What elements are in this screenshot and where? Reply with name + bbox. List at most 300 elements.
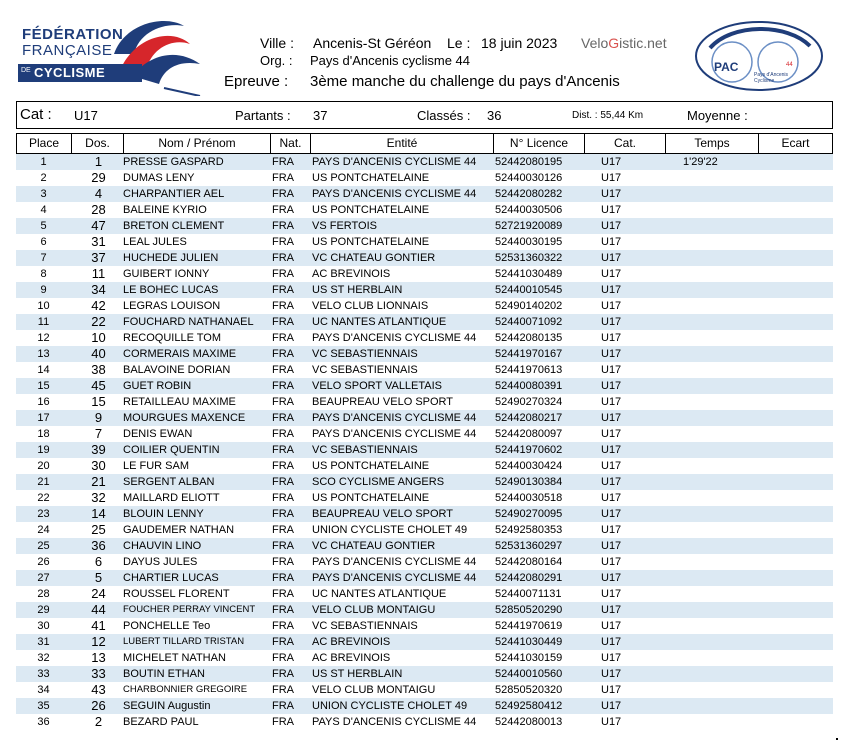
cell-entite: VELO CLUB LIONNAIS bbox=[312, 300, 429, 312]
cell-dos: 37 bbox=[91, 250, 106, 265]
ville-label: Ville : bbox=[260, 35, 294, 51]
cell-place: 17 bbox=[37, 412, 50, 424]
cell-place: 15 bbox=[37, 380, 50, 392]
cell-entite: VELO CLUB MONTAIGU bbox=[312, 604, 436, 616]
table-row bbox=[16, 154, 833, 170]
cell-temps bbox=[683, 506, 743, 522]
cell-licence: 52440030506 bbox=[495, 204, 563, 216]
cell-dos: 10 bbox=[91, 330, 106, 345]
col-nat: Nat. bbox=[271, 134, 311, 153]
cell-cat: U17 bbox=[601, 364, 622, 376]
cell-nat: FRA bbox=[272, 332, 294, 344]
cell-nat: FRA bbox=[272, 476, 294, 488]
table-row bbox=[16, 586, 833, 602]
cell-cat: U17 bbox=[601, 572, 622, 584]
cell-place: 27 bbox=[37, 572, 50, 584]
cell-cat: U17 bbox=[601, 668, 622, 680]
results-table bbox=[16, 133, 833, 730]
cell-place: 10 bbox=[37, 300, 50, 312]
cell-name: DENIS EWAN bbox=[123, 428, 193, 440]
cell-name: FOUCHARD NATHANAEL bbox=[123, 316, 254, 328]
col-ecart: Ecart bbox=[781, 136, 810, 150]
cell-temps bbox=[683, 314, 743, 330]
page-dot bbox=[836, 738, 838, 740]
cell-temps bbox=[683, 234, 743, 250]
col-place: Place bbox=[17, 134, 72, 153]
col-entite: Entité bbox=[311, 134, 494, 153]
cell-temps bbox=[683, 346, 743, 362]
cell-licence: 52531360322 bbox=[495, 252, 563, 264]
cell-place: 25 bbox=[37, 540, 50, 552]
ffc-logo bbox=[14, 14, 202, 96]
table-row bbox=[16, 474, 833, 490]
cell-name: LEGRAS LOUISON bbox=[123, 300, 221, 312]
cell-licence: 52850520290 bbox=[495, 604, 563, 616]
cell-name: CORMERAIS MAXIME bbox=[123, 348, 237, 360]
cell-temps bbox=[683, 698, 743, 714]
cell-dos: 4 bbox=[94, 186, 103, 201]
cell-entite: US ST HERBLAIN bbox=[312, 284, 403, 296]
cell-nat: FRA bbox=[272, 524, 294, 536]
cell-entite: VC SEBASTIENNAIS bbox=[312, 444, 418, 456]
cell-name: ROUSSEL FLORENT bbox=[123, 588, 230, 600]
table-row bbox=[16, 442, 833, 458]
table-row bbox=[16, 202, 833, 218]
cell-entite: US PONTCHATELAINE bbox=[312, 492, 430, 504]
cell-cat: U17 bbox=[601, 188, 622, 200]
cell-temps bbox=[683, 378, 743, 394]
cell-temps bbox=[683, 714, 743, 730]
cell-licence: 52442080097 bbox=[495, 428, 563, 440]
cell-name: BOUTIN ETHAN bbox=[123, 668, 205, 680]
cell-cat: U17 bbox=[601, 540, 622, 552]
cell-cat: U17 bbox=[601, 444, 622, 456]
cell-entite: PAYS D'ANCENIS CYCLISME 44 bbox=[312, 332, 477, 344]
cell-nat: FRA bbox=[272, 380, 294, 392]
cell-entite: US PONTCHATELAINE bbox=[312, 460, 430, 472]
table-row bbox=[16, 426, 833, 442]
cell-dos: 44 bbox=[91, 602, 106, 617]
cell-name: BLOUIN LENNY bbox=[123, 508, 204, 520]
cell-nat: FRA bbox=[272, 684, 294, 696]
cell-dos: 30 bbox=[91, 458, 106, 473]
cell-name: RETAILLEAU MAXIME bbox=[123, 396, 236, 408]
cell-name: DUMAS LENY bbox=[123, 172, 195, 184]
cell-temps bbox=[683, 186, 743, 202]
cell-name: MAILLARD ELIOTT bbox=[123, 492, 220, 504]
cell-licence: 52492580353 bbox=[495, 524, 563, 536]
cell-cat: U17 bbox=[601, 588, 622, 600]
cell-dos: 24 bbox=[91, 586, 106, 601]
cell-licence: 52440080391 bbox=[495, 380, 563, 392]
cell-cat: U17 bbox=[601, 156, 622, 168]
cell-name: BRETON CLEMENT bbox=[123, 220, 225, 232]
cell-dos: 34 bbox=[91, 282, 106, 297]
cell-temps bbox=[683, 602, 743, 618]
table-row bbox=[16, 330, 833, 346]
cell-place: 21 bbox=[37, 476, 50, 488]
ville-value: Ancenis-St Géréon bbox=[313, 35, 432, 51]
cell-licence: 52442080013 bbox=[495, 716, 563, 728]
cell-nat: FRA bbox=[272, 268, 294, 280]
cell-temps bbox=[683, 570, 743, 586]
cell-dos: 2 bbox=[94, 714, 103, 729]
cell-dos: 12 bbox=[91, 634, 106, 649]
cell-cat: U17 bbox=[601, 252, 622, 264]
col-name: Nom / Prénom bbox=[124, 134, 271, 153]
cell-entite: SCO CYCLISME ANGERS bbox=[312, 476, 445, 488]
cell-entite: UC NANTES ATLANTIQUE bbox=[312, 316, 447, 328]
cell-place: 29 bbox=[37, 604, 50, 616]
cell-entite: US PONTCHATELAINE bbox=[312, 236, 430, 248]
ffc-line1: FÉDÉRATION bbox=[22, 26, 124, 43]
cell-dos: 6 bbox=[94, 554, 103, 569]
partants-label: Partants : bbox=[235, 108, 291, 123]
cell-name: GUET ROBIN bbox=[123, 380, 192, 392]
cell-place: 24 bbox=[37, 524, 50, 536]
cell-licence: 52440030518 bbox=[495, 492, 563, 504]
cell-place: 22 bbox=[37, 492, 50, 504]
table-row bbox=[16, 186, 833, 202]
cell-dos: 13 bbox=[91, 650, 106, 665]
cell-place: 36 bbox=[37, 716, 50, 728]
cell-licence: 52440071092 bbox=[495, 316, 563, 328]
cell-nat: FRA bbox=[272, 220, 294, 232]
cell-entite: US PONTCHATELAINE bbox=[312, 172, 430, 184]
cell-nat: FRA bbox=[272, 652, 294, 664]
cell-licence: 52492580412 bbox=[495, 700, 563, 712]
cell-temps bbox=[683, 266, 743, 282]
cell-place: 9 bbox=[40, 284, 47, 296]
cell-temps bbox=[683, 634, 743, 650]
cell-dos: 32 bbox=[91, 490, 106, 505]
table-row bbox=[16, 314, 833, 330]
cell-licence: 52440010545 bbox=[495, 284, 563, 296]
table-row bbox=[16, 218, 833, 234]
cell-temps bbox=[683, 330, 743, 346]
cell-nat: FRA bbox=[272, 284, 294, 296]
cell-temps bbox=[683, 442, 743, 458]
cell-name: HUCHEDE JULIEN bbox=[123, 252, 219, 264]
cell-cat: U17 bbox=[601, 492, 622, 504]
cell-cat: U17 bbox=[601, 508, 622, 520]
cell-entite: VS FERTOIS bbox=[312, 220, 378, 232]
table-row bbox=[16, 506, 833, 522]
cell-temps bbox=[683, 170, 743, 186]
cell-dos: 15 bbox=[91, 394, 106, 409]
cell-place: 13 bbox=[37, 348, 50, 360]
cell-cat: U17 bbox=[601, 220, 622, 232]
cell-licence: 52531360297 bbox=[495, 540, 563, 552]
cell-licence: 52440030195 bbox=[495, 236, 563, 248]
cell-dos: 28 bbox=[91, 202, 106, 217]
cell-dos: 41 bbox=[91, 618, 106, 633]
cell-licence: 52440071131 bbox=[495, 588, 562, 600]
ffc-de: DE bbox=[21, 67, 31, 74]
cell-licence: 52490270095 bbox=[495, 508, 563, 520]
table-row bbox=[16, 458, 833, 474]
cell-dos: 42 bbox=[91, 298, 106, 313]
cell-dos: 25 bbox=[91, 522, 106, 537]
cell-entite: VC SEBASTIENNAIS bbox=[312, 620, 418, 632]
distance: Dist. : 55,44 Km bbox=[572, 110, 644, 121]
cell-dos: 14 bbox=[91, 506, 106, 521]
table-row bbox=[16, 170, 833, 186]
cell-name: LE BOHEC LUCAS bbox=[123, 284, 219, 296]
cell-nat: FRA bbox=[272, 700, 294, 712]
cell-nat: FRA bbox=[272, 556, 294, 568]
cell-nat: FRA bbox=[272, 172, 294, 184]
table-row bbox=[16, 266, 833, 282]
cell-cat: U17 bbox=[601, 428, 622, 440]
cell-name: MOURGUES MAXENCE bbox=[123, 412, 246, 424]
pac-logo bbox=[692, 18, 826, 94]
cell-entite: UNION CYCLISTE CHOLET 49 bbox=[312, 700, 468, 712]
cell-entite: US PONTCHATELAINE bbox=[312, 204, 430, 216]
cell-temps bbox=[683, 538, 743, 554]
cell-temps bbox=[683, 282, 743, 298]
moyenne-label: Moyenne : bbox=[687, 108, 748, 123]
cell-licence: 52441030159 bbox=[495, 652, 563, 664]
cell-place: 16 bbox=[37, 396, 50, 408]
cell-licence: 52442080135 bbox=[495, 332, 563, 344]
cell-licence: 52442080291 bbox=[495, 572, 563, 584]
cell-entite: AC BREVINOIS bbox=[312, 652, 391, 664]
cell-entite: PAYS D'ANCENIS CYCLISME 44 bbox=[312, 188, 477, 200]
cell-temps bbox=[683, 650, 743, 666]
cell-temps bbox=[683, 490, 743, 506]
cell-nat: FRA bbox=[272, 588, 294, 600]
cell-nat: FRA bbox=[272, 428, 294, 440]
cell-cat: U17 bbox=[601, 684, 622, 696]
cell-name: PONCHELLE Teo bbox=[123, 620, 211, 632]
cell-nat: FRA bbox=[272, 444, 294, 456]
cell-name: BALEINE KYRIO bbox=[123, 204, 207, 216]
cell-licence: 52440030424 bbox=[495, 460, 563, 472]
table-row bbox=[16, 410, 833, 426]
cell-entite: VC SEBASTIENNAIS bbox=[312, 364, 418, 376]
velogistic-brand: VeloGistic.net bbox=[581, 35, 667, 51]
table-row bbox=[16, 554, 833, 570]
cell-licence: 52441030449 bbox=[495, 636, 563, 648]
cell-cat: U17 bbox=[601, 268, 622, 280]
ffc-line2: FRANÇAISE bbox=[22, 42, 113, 59]
cell-dos: 1 bbox=[94, 154, 103, 169]
cell-entite: VELO SPORT VALLETAIS bbox=[312, 380, 443, 392]
cell-temps bbox=[683, 298, 743, 314]
cell-nat: FRA bbox=[272, 156, 294, 168]
cell-nat: FRA bbox=[272, 236, 294, 248]
cell-cat: U17 bbox=[601, 284, 622, 296]
table-row bbox=[16, 650, 833, 666]
cell-entite: VC CHATEAU GONTIER bbox=[312, 540, 436, 552]
cell-name: MICHELET NATHAN bbox=[123, 652, 226, 664]
cell-cat: U17 bbox=[601, 652, 622, 664]
cell-licence: 52441970167 bbox=[495, 348, 563, 360]
date-value: 18 juin 2023 bbox=[481, 35, 558, 51]
cell-place: 4 bbox=[40, 204, 47, 216]
cell-entite: PAYS D'ANCENIS CYCLISME 44 bbox=[312, 716, 477, 728]
cell-place: 14 bbox=[37, 364, 50, 376]
cell-nat: FRA bbox=[272, 252, 294, 264]
cell-cat: U17 bbox=[601, 636, 622, 648]
cell-nat: FRA bbox=[272, 348, 294, 360]
cell-nat: FRA bbox=[272, 316, 294, 328]
table-row bbox=[16, 362, 833, 378]
cell-dos: 9 bbox=[94, 410, 103, 425]
cell-name: LEAL JULES bbox=[123, 236, 187, 248]
cell-dos: 45 bbox=[91, 378, 106, 393]
cell-licence: 52490270324 bbox=[495, 396, 563, 408]
cell-name: FOUCHER PERRAY VINCENT bbox=[123, 604, 256, 615]
cell-dos: 29 bbox=[91, 170, 106, 185]
cell-entite: PAYS D'ANCENIS CYCLISME 44 bbox=[312, 556, 477, 568]
cell-nat: FRA bbox=[272, 572, 294, 584]
cell-nat: FRA bbox=[272, 668, 294, 680]
cell-place: 5 bbox=[40, 220, 47, 232]
cell-temps bbox=[683, 250, 743, 266]
cell-nat: FRA bbox=[272, 636, 294, 648]
table-row bbox=[16, 346, 833, 362]
table-row bbox=[16, 234, 833, 250]
cell-nat: FRA bbox=[272, 188, 294, 200]
cell-temps bbox=[683, 362, 743, 378]
cell-nat: FRA bbox=[272, 540, 294, 552]
cell-place: 20 bbox=[37, 460, 50, 472]
cell-cat: U17 bbox=[601, 620, 622, 632]
cell-entite: PAYS D'ANCENIS CYCLISME 44 bbox=[312, 428, 477, 440]
table-row bbox=[16, 634, 833, 650]
table-row bbox=[16, 682, 833, 698]
cell-dos: 21 bbox=[91, 474, 106, 489]
cell-licence: 52442080195 bbox=[495, 156, 563, 168]
table-row bbox=[16, 298, 833, 314]
cell-temps bbox=[683, 410, 743, 426]
cell-dos: 7 bbox=[94, 426, 103, 441]
cell-dos: 22 bbox=[91, 314, 106, 329]
cell-dos: 39 bbox=[91, 442, 106, 457]
table-row bbox=[16, 250, 833, 266]
cell-dos: 38 bbox=[91, 362, 106, 377]
epreuve-value: 3ème manche du challenge du pays d'Ancenis bbox=[310, 73, 620, 90]
cell-place: 2 bbox=[40, 172, 47, 184]
cell-temps bbox=[683, 666, 743, 682]
cell-dos: 26 bbox=[91, 698, 106, 713]
table-row bbox=[16, 666, 833, 682]
cell-temps bbox=[683, 202, 743, 218]
cell-nat: FRA bbox=[272, 604, 294, 616]
cell-name: GAUDEMER NATHAN bbox=[123, 524, 235, 536]
epreuve-label: Epreuve : bbox=[224, 73, 289, 90]
table-header bbox=[16, 133, 833, 154]
table-row bbox=[16, 522, 833, 538]
pac-sub: Pays d'Ancenis Cyclisme bbox=[754, 72, 789, 84]
cell-nat: FRA bbox=[272, 204, 294, 216]
cell-nat: FRA bbox=[272, 364, 294, 376]
cell-name: BALAVOINE DORIAN bbox=[123, 364, 231, 376]
cell-cat: U17 bbox=[601, 556, 622, 568]
cell-dos: 33 bbox=[91, 666, 106, 681]
cell-nat: FRA bbox=[272, 716, 294, 728]
cell-dos: 11 bbox=[91, 266, 106, 281]
cell-cat: U17 bbox=[601, 236, 622, 248]
cat-label: Cat : bbox=[20, 106, 52, 123]
cell-dos: 31 bbox=[91, 234, 106, 249]
cell-temps bbox=[683, 458, 743, 474]
cell-nat: FRA bbox=[272, 492, 294, 504]
table-row bbox=[16, 282, 833, 298]
cell-entite: PAYS D'ANCENIS CYCLISME 44 bbox=[312, 412, 477, 424]
cell-dos: 36 bbox=[91, 538, 106, 553]
partants-value: 37 bbox=[313, 108, 328, 123]
cell-licence: 52441970602 bbox=[495, 444, 563, 456]
cell-place: 18 bbox=[37, 428, 50, 440]
cell-cat: U17 bbox=[601, 700, 622, 712]
cell-licence: 52441030489 bbox=[495, 268, 563, 280]
table-row bbox=[16, 602, 833, 618]
cell-cat: U17 bbox=[601, 460, 622, 472]
cell-place: 12 bbox=[37, 332, 50, 344]
cell-temps bbox=[683, 618, 743, 634]
table-row bbox=[16, 698, 833, 714]
cell-temps bbox=[683, 554, 743, 570]
cell-name: CHAUVIN LINO bbox=[123, 540, 202, 552]
cell-cat: U17 bbox=[601, 412, 622, 424]
cell-place: 26 bbox=[37, 556, 50, 568]
cell-licence: 52440030126 bbox=[495, 172, 563, 184]
cell-cat: U17 bbox=[601, 172, 622, 184]
cell-name: DAYUS JULES bbox=[123, 556, 198, 568]
cell-place: 32 bbox=[37, 652, 50, 664]
cell-place: 33 bbox=[37, 668, 50, 680]
cell-name: BEZARD PAUL bbox=[123, 716, 199, 728]
cell-licence: 52442080164 bbox=[495, 556, 563, 568]
cell-dos: 47 bbox=[91, 218, 106, 233]
cell-entite: PAYS D'ANCENIS CYCLISME 44 bbox=[312, 572, 477, 584]
date-label: Le : bbox=[447, 35, 471, 51]
cell-place: 8 bbox=[40, 268, 47, 280]
cell-cat: U17 bbox=[601, 604, 622, 616]
cell-nat: FRA bbox=[272, 508, 294, 520]
cell-licence: 52441970619 bbox=[495, 620, 563, 632]
cell-dos: 40 bbox=[91, 346, 106, 361]
cell-cat: U17 bbox=[601, 348, 622, 360]
cell-licence: 52721920089 bbox=[495, 220, 563, 232]
table-row bbox=[16, 394, 833, 410]
cell-temps bbox=[683, 394, 743, 410]
cell-name: PRESSE GASPARD bbox=[123, 156, 224, 168]
cell-temps bbox=[683, 522, 743, 538]
cell-licence: 52442080217 bbox=[495, 412, 563, 424]
cell-entite: UNION CYCLISTE CHOLET 49 bbox=[312, 524, 468, 536]
cell-temps bbox=[683, 586, 743, 602]
cell-entite: BEAUPREAU VELO SPORT bbox=[312, 396, 454, 408]
ffc-line3: CYCLISME bbox=[34, 65, 106, 80]
cell-name: CHARTIER LUCAS bbox=[123, 572, 219, 584]
cell-temps: 1'29'22 bbox=[683, 156, 718, 168]
cell-place: 19 bbox=[37, 444, 50, 456]
cell-place: 35 bbox=[37, 700, 50, 712]
table-row bbox=[16, 570, 833, 586]
cell-entite: UC NANTES ATLANTIQUE bbox=[312, 588, 447, 600]
cell-name: LUBERT TILLARD TRISTAN bbox=[123, 636, 245, 647]
cell-name: CHARPANTIER AEL bbox=[123, 188, 225, 200]
cell-temps bbox=[683, 682, 743, 698]
cell-entite: VC SEBASTIENNAIS bbox=[312, 348, 418, 360]
cell-cat: U17 bbox=[601, 332, 622, 344]
table-row bbox=[16, 618, 833, 634]
cell-name: CHARBONNIER GREGOIRE bbox=[123, 684, 248, 695]
